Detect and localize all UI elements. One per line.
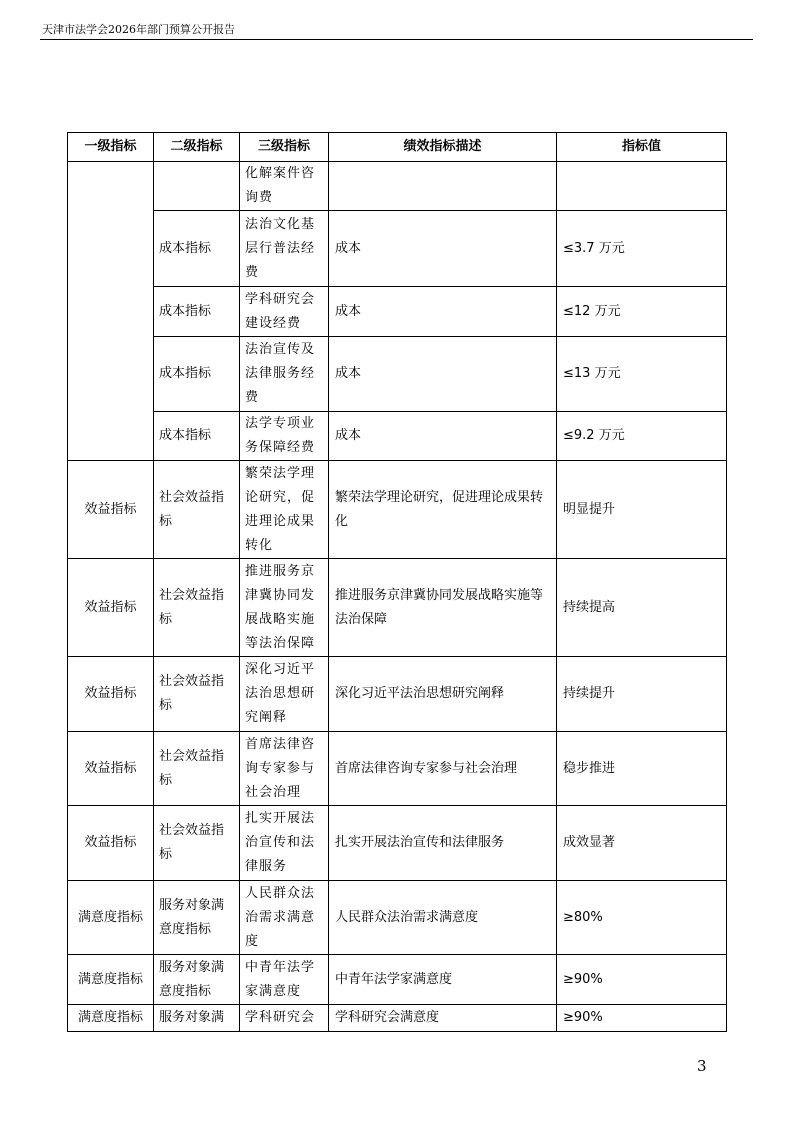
header-rule [40,39,753,40]
table-row [68,955,727,1005]
level1-cell: 效益指标 [68,657,154,732]
table-row [68,211,727,287]
description-cell: 深化习近平法治思想研究阐释 [329,657,557,732]
table-row [68,657,727,732]
value-cell: 持续提升 [557,657,727,732]
description-cell: 成本 [329,211,557,287]
table-row [68,287,727,337]
value-cell: 明显提升 [557,461,727,559]
table-row [68,337,727,412]
level3-cell: 中青年法学家满意度 [240,955,329,1005]
value-cell: 成效显著 [557,806,727,881]
table-row [68,162,727,211]
column-header-description: 绩效指标描述 [329,133,557,162]
level2-cell [154,162,240,211]
level2-cell: 社会效益指标 [154,461,240,559]
value-cell: 稳步推进 [557,732,727,806]
level1-cell: 效益指标 [68,806,154,881]
level2-cell: 服务对象满 [154,1005,240,1032]
value-cell [557,162,727,211]
level1-cell: 效益指标 [68,732,154,806]
value-cell: ≥80% [557,881,727,955]
level3-cell: 法治文化基层行普法经费 [240,211,329,287]
table-row [68,412,727,461]
level3-cell: 人民群众法治需求满意度 [240,881,329,955]
level2-cell: 服务对象满意度指标 [154,881,240,955]
running-header-title: 天津市法学会2026年部门预算公开报告 [42,23,235,36]
level2-cell: 社会效益指标 [154,732,240,806]
level1-cell [68,162,154,461]
column-header-level2: 二级指标 [154,133,240,162]
table-row [68,1005,727,1032]
performance-indicator-table [67,132,727,1032]
description-cell: 成本 [329,337,557,412]
level3-cell: 首席法律咨询专家参与社会治理 [240,732,329,806]
description-cell: 人民群众法治需求满意度 [329,881,557,955]
level1-cell: 效益指标 [68,559,154,657]
description-cell: 首席法律咨询专家参与社会治理 [329,732,557,806]
table-row [68,559,727,657]
value-cell: ≤13 万元 [557,337,727,412]
level3-cell: 法治宣传及法律服务经费 [240,337,329,412]
level2-cell: 社会效益指标 [154,657,240,732]
column-header-level3: 三级指标 [240,133,329,162]
value-cell: ≤3.7 万元 [557,211,727,287]
level3-cell: 推进服务京津冀协同发展战略实施等法治保障 [240,559,329,657]
page-number: 3 [697,1057,707,1075]
table-row [68,732,727,806]
description-cell: 中青年法学家满意度 [329,955,557,1005]
value-cell: ≤12 万元 [557,287,727,337]
value-cell: ≤9.2 万元 [557,412,727,461]
table-row [68,806,727,881]
level2-cell: 成本指标 [154,337,240,412]
level2-cell: 服务对象满意度指标 [154,955,240,1005]
value-cell: 持续提高 [557,559,727,657]
level1-cell: 满意度指标 [68,1005,154,1032]
table-row [68,461,727,559]
description-cell [329,162,557,211]
level3-cell: 学科研究会 [240,1005,329,1032]
level3-cell: 繁荣法学理论研究，促进理论成果转化 [240,461,329,559]
description-cell: 扎实开展法治宣传和法律服务 [329,806,557,881]
level1-cell: 满意度指标 [68,955,154,1005]
level3-cell: 扎实开展法治宣传和法律服务 [240,806,329,881]
level2-cell: 社会效益指标 [154,559,240,657]
level3-cell: 深化习近平法治思想研究阐释 [240,657,329,732]
level1-cell: 满意度指标 [68,881,154,955]
column-header-value: 指标值 [557,133,727,162]
level3-cell: 法学专项业务保障经费 [240,412,329,461]
column-header-level1: 一级指标 [68,133,154,162]
description-cell: 学科研究会满意度 [329,1005,557,1032]
level1-cell: 效益指标 [68,461,154,559]
description-cell: 推进服务京津冀协同发展战略实施等法治保障 [329,559,557,657]
table-header-row [68,133,727,162]
description-cell: 成本 [329,287,557,337]
table-row [68,881,727,955]
description-cell: 成本 [329,412,557,461]
value-cell: ≥90% [557,1005,727,1032]
description-cell: 繁荣法学理论研究，促进理论成果转化 [329,461,557,559]
value-cell: ≥90% [557,955,727,1005]
level3-cell: 化解案件咨询费 [240,162,329,211]
level2-cell: 社会效益指标 [154,806,240,881]
level3-cell: 学科研究会建设经费 [240,287,329,337]
level2-cell: 成本指标 [154,412,240,461]
level2-cell: 成本指标 [154,211,240,287]
level2-cell: 成本指标 [154,287,240,337]
